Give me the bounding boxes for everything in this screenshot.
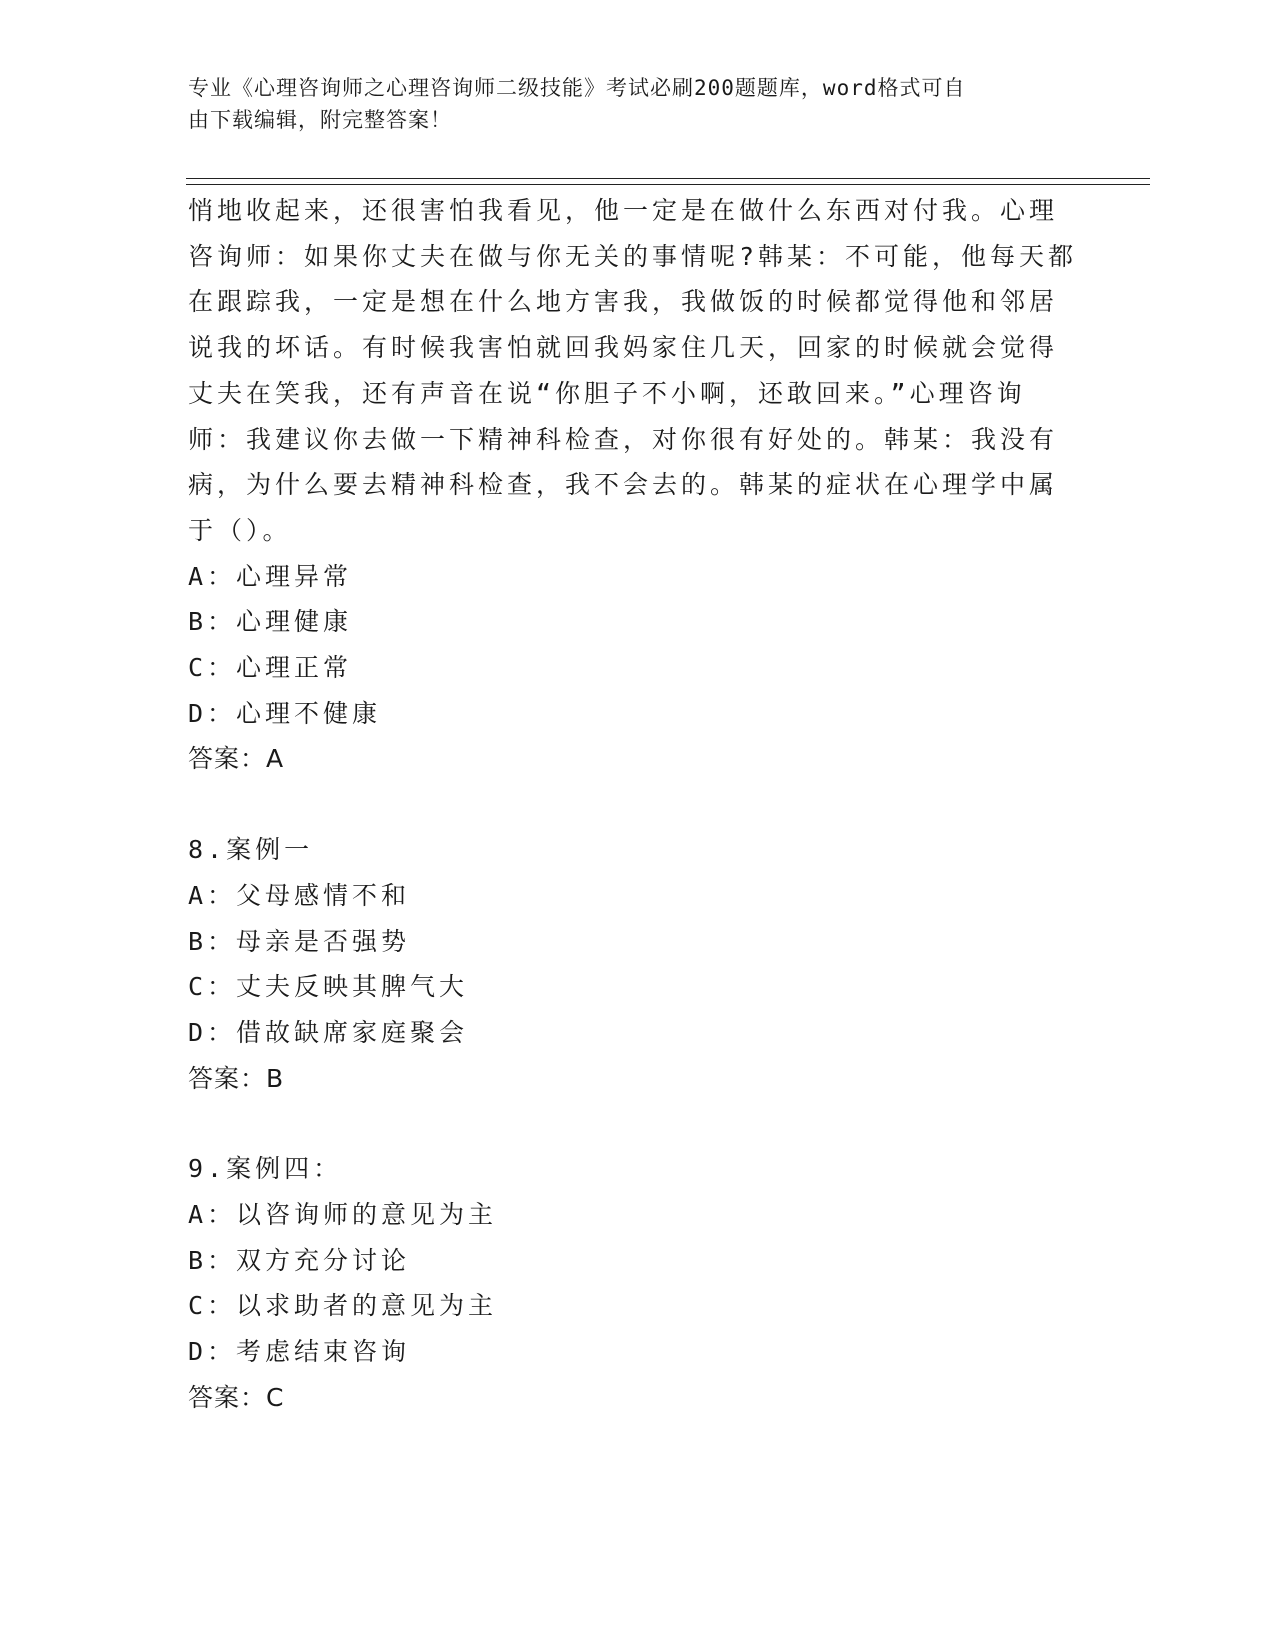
- question-7-line: 说我的坏话。有时候我害怕就回我妈家住几天，回家的时候就会觉得: [188, 333, 1059, 363]
- header-rule-bottom: [186, 184, 1150, 185]
- document-body: [188, 188, 1088, 1421]
- header-rule-top: [186, 178, 1150, 179]
- page-header: [188, 72, 1068, 136]
- header-title-line-2: 由下载编辑，附完整答案！: [188, 108, 452, 132]
- question-7: [188, 188, 1088, 782]
- question-8-option-a: A：父母感情不和: [188, 880, 411, 910]
- header-title-line-1: 专业《心理咨询师之心理咨询师二级技能》考试必刷200题题库，word格式可自: [188, 76, 966, 100]
- question-9-option-a: A：以咨询师的意见为主: [188, 1200, 498, 1230]
- question-7-option-a: A：心理异常: [188, 561, 353, 591]
- question-8: [188, 827, 1088, 1101]
- question-7-option-c: C：心理正常: [188, 653, 353, 683]
- question-9-option-d: D：考虑结束咨询: [188, 1337, 411, 1367]
- question-7-line: 病，为什么要去精神科检查，我不会去的。韩某的症状在心理学中属: [188, 470, 1059, 500]
- spacer: [188, 782, 1088, 827]
- question-7-answer: 答案：A: [188, 744, 285, 774]
- question-7-option-d: D：心理不健康: [188, 698, 382, 728]
- question-7-line: 师：我建议你去做一下精神科检查，对你很有好处的。韩某：我没有: [188, 424, 1059, 454]
- spacer: [188, 1101, 1088, 1146]
- question-7-line: 悄地收起来，还很害怕我看见，他一定是在做什么东西对付我。心理: [188, 196, 1059, 225]
- question-8-option-b: B：母亲是否强势: [188, 926, 411, 956]
- question-7-line: 咨询师：如果你丈夫在做与你无关的事情呢?韩某：不可能，他每天都: [188, 241, 1078, 271]
- question-7-line: 丈夫在笑我，还有声音在说“你胆子不小啊，还敢回来。”心理咨询: [188, 378, 1026, 408]
- question-9-option-b: B：双方充分讨论: [188, 1245, 411, 1275]
- question-7-line: 于（）。: [188, 515, 292, 545]
- question-8-option-d: D：借故缺席家庭聚会: [188, 1017, 469, 1047]
- question-9: [188, 1146, 1088, 1420]
- question-9-answer: 答案：C: [188, 1382, 285, 1412]
- question-9-title: 9.案例四：: [188, 1154, 343, 1184]
- question-8-title: 8.案例一: [188, 835, 314, 865]
- question-8-answer: 答案：B: [188, 1063, 285, 1093]
- question-7-option-b: B：心理健康: [188, 607, 353, 637]
- question-9-option-c: C：以求助者的意见为主: [188, 1291, 498, 1321]
- question-7-line: 在跟踪我，一定是想在什么地方害我，我做饭的时候都觉得他和邻居: [188, 287, 1059, 317]
- question-8-option-c: C：丈夫反映其脾气大: [188, 972, 469, 1002]
